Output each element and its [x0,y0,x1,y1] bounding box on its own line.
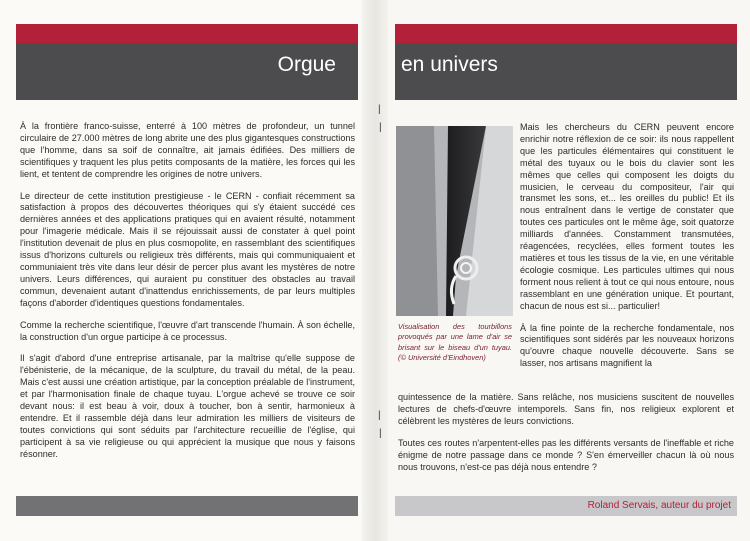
right-accent-bar [395,24,737,43]
right-column [520,122,734,370]
crop-mark: | [378,104,381,115]
photo-caption: Visualisation des tourbillons provoqués par une lame d'air se brisant sur le biseau d'un tuyau. (© Université d'Eindhoven) [398,322,512,363]
paragraph: Mais les chercheurs du CERN peuvent encore enrichir notre réflexion de ce soir: ils nous rappellent que les particules élémentaires qui constituent le métal des tuyaux ou le bois du clavier sont les mêmes que celles qui composent les doigts du musicien, le cerveau du compositeur, l'air qui transmet les sons, et... les oreilles du public! Et ils nous entraînent dans le vertige de constater que toutes ces particules ont le même âge, soit quatorze milliards d'années. Constamment transmutées, réagencées, recyclées, elles forment toutes les matières et tous les tissus de la vie, en une véritable écologie cosmique. Les particules ultimes qui nous forment nous relient à tout ce qui nous entoure, nous rassemblant en une génération unique. Et pourtant, chacun de nous est si... particulier! [520,122,734,311]
left-body [20,121,355,471]
paragraph: Il s'agit d'abord d'une entreprise artisanale, par la maîtrise qu'elle suppose de l'ébénisterie, de la mécanique, de la sculpture, du travail du métal, de la peau. Mais c'est aussi une création artistique, par la conception préalable de l'instrument, et par l'harmonisation finale de chaque tuyau. L'orgue achevé se trouve ce soir devant nous: il est beau à voir, doux à toucher, bon à sentir, harmonieux à entendre. Et il rassemble déjà dans leur admiration les milliers de visiteurs de toutes convictions qui sont séduits par l'architecture recueillie de l'église, qui participent à sa vie religieuse ou qui apprécient la musique que nous y faisons résonner. [20,353,355,459]
left-accent-bar [16,24,358,43]
author-signature: Roland Servais, auteur du projet [395,496,737,516]
paragraph: Le directeur de cette institution prestigieuse - le CERN - confiait récemment sa satisfaction à propos des découvertes théoriques qui s'y étaient succédé ces dernières années et des applications pratiques qui en avaient résulté, notamment pour l'imagerie médicale. Mais il se réjouissait aussi de constater à quel point l'institution devenait de plus en plus cosmopolite, en rassemblant des scientifiques issus d'horizons culturels ou religieux très différents, mais qui communiquaient et communiaient très vite dans leur désir de percer plus avant les mystères de notre univers. Leurs différences, qui auraient pu constituer des obstacles au travail commun, devenaient autant d'inattendus enrichissements, de par leurs multiples façons d'aborder d'identiques questions fondamentales. [20,190,355,308]
paragraph: À la fine pointe de la recherche fondamentale, nos scientifiques sont sidérés par les nouveaux horizons qu'ouvre chaque nouvelle découverte. Sans se lasser, nos artisans magnifient la [520,322,734,369]
binding-gutter [362,0,388,541]
crop-mark: | [379,428,382,439]
left-footer-bar [16,496,358,516]
page-title-right: en univers [401,53,498,76]
paragraph: Comme la recherche scientifique, l'œuvre d'art transcende l'humain. À son échelle, la construction d'un orgue participe à ce processus. [20,319,355,342]
crop-mark: | [379,122,382,133]
vortex-illustration [396,126,513,316]
paragraph: Toutes ces routes n'arpentent-elles pas les différents versants de l'ineffable et riche énigme de notre passage dans ce monde ? S'en émerveiller chacun là où nous nous trouvons, n'est-ce pas déjà nous entendre ? [398,437,734,472]
page-title-left: Orgue [277,53,336,76]
paragraph: À la frontière franco-suisse, enterré à 100 mètres de profondeur, un tunnel circulaire de 27.000 mètres de long abrite une des plus gigantesques constructions que l'homme, dans sa soif de connaître, ait jamais édifiées. Des milliers de scientifiques y traquent les plus petits composants de la matière, les forces qui les lient, et tentent de comprendre les origines de notre univers. [20,121,355,179]
paragraph: quintessence de la matière. Sans relâche, nos musiciens suscitent de nouvelles lectures de chefs-d'œuvre intemporels. Sans fin, nos religieux explorent et célèbrent les mystères de leurs convictions. [398,392,734,426]
vortex-photo [396,126,513,316]
crop-mark: | [378,410,381,421]
right-wide-text [398,392,734,483]
